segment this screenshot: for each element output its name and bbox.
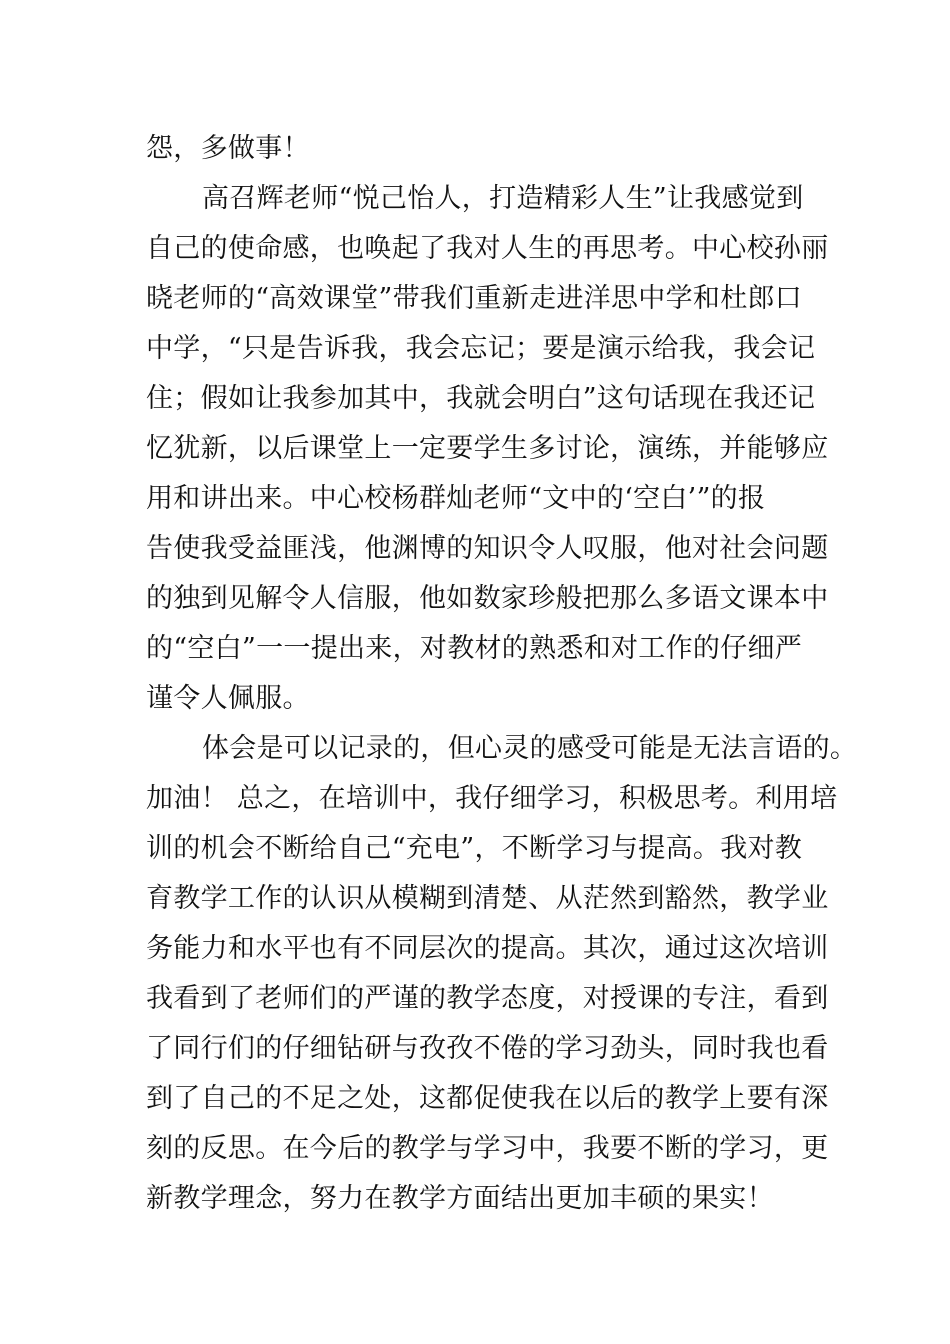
paragraph-3-line-5: 务能力和水平也有不同层次的提高。其次，通过这次培训 — [146, 933, 829, 964]
paragraph-2-line-8: 告使我受益匪浅，他渊博的知识令人叹服，他对社会问题 — [146, 533, 829, 564]
paragraph-3-line-8: 到了自己的不足之处，这都促使我在以后的教学上要有深 — [146, 1083, 829, 1114]
paragraph-2-line-5: 住；假如让我参加其中，我就会明白”这句话现在我还记 — [146, 383, 816, 414]
paragraph-2-line-2: 自己的使命感，也唤起了我对人生的再思考。中心校孙丽 — [146, 233, 829, 264]
paragraph-2-line-9: 的独到见解令人信服，他如数家珍般把那么多语文课本中 — [146, 583, 829, 614]
paragraph-3-line-1: 体会是可以记录的，但心灵的感受可能是无法言语的。 — [202, 733, 858, 764]
paragraph-2-line-1: 高召辉老师“悦己怡人，打造精彩人生”让我感觉到 — [202, 183, 804, 214]
paragraph-2-line-3: 晓老师的“高效课堂”带我们重新走进洋思中学和杜郎口 — [146, 283, 803, 314]
paragraph-3-line-9: 刻的反思。在今后的教学与学习中，我要不断的学习，更 — [146, 1133, 829, 1164]
paragraph-2-line-7: 用和讲出来。中心校杨群灿老师“文中的‘空白’”的报 — [146, 483, 766, 514]
paragraph-2-line-6: 忆犹新，以后课堂上一定要学生多讨论，演练，并能够应 — [146, 433, 829, 464]
paragraph-2-line-11: 谨令人佩服。 — [146, 683, 310, 714]
paragraph-3-line-6: 我看到了老师们的严谨的教学态度，对授课的专注，看到 — [146, 983, 829, 1014]
paragraph-3-line-4: 育教学工作的认识从模糊到清楚、从茫然到豁然，教学业 — [146, 883, 829, 914]
paragraph-3-line-3: 训的机会不断给自己“充电”，不断学习与提高。我对教 — [146, 833, 803, 864]
paragraph-2-line-4: 中学，“只是告诉我，我会忘记；要是演示给我，我会记 — [146, 333, 816, 364]
paragraph-3-line-10: 新教学理念，努力在教学方面结出更加丰硕的果实！ — [146, 1183, 774, 1214]
paragraph-2-line-10: 的“空白”一一提出来，对教材的熟悉和对工作的仔细严 — [146, 633, 803, 664]
paragraph-3-line-2: 加油！ 总之，在培训中，我仔细学习，积极思考。利用培 — [146, 783, 838, 814]
paragraph-3-line-7: 了同行们的仔细钻研与孜孜不倦的学习劲头，同时我也看 — [146, 1033, 829, 1064]
text-line-1: 怨，多做事！ — [146, 133, 310, 164]
